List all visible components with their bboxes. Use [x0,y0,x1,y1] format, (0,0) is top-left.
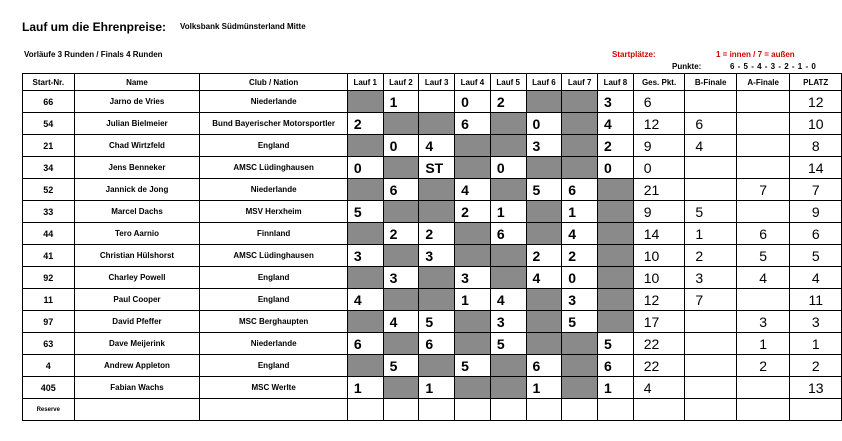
heat-1-cell: 0 [347,157,383,179]
total-points-cell: 6 [633,91,685,113]
table-row [23,289,842,311]
a-final-cell [736,113,790,135]
heat-2-cell [383,245,419,267]
b-final-cell: 6 [685,113,737,135]
start-number-cell: 92 [23,267,75,289]
heat-2-cell [383,201,419,223]
heat-5-cell [490,245,526,267]
heat-5-cell: 2 [490,91,526,113]
heat-3-cell [419,267,455,289]
heat-7-cell: 1 [562,201,598,223]
empty-cell [736,399,790,421]
place-cell: 6 [790,223,842,245]
heat-8-cell [598,289,634,311]
rider-name-cell: Christian Hülshorst [74,245,200,267]
b-final-cell: 4 [685,135,737,157]
table-row [23,245,842,267]
table-row [23,91,842,113]
a-final-cell: 2 [736,355,790,377]
rider-name-cell: Tero Aarnio [74,223,200,245]
club-cell: Bund Bayerischer Motorsportler [200,113,347,135]
results-table [22,73,842,421]
start-number-cell: 52 [23,179,75,201]
table-body [23,91,842,421]
total-points-cell: 21 [633,179,685,201]
heat-7-cell [562,377,598,399]
heat-8-cell: 1 [598,377,634,399]
heat-6-cell [526,201,562,223]
heat-6-cell: 1 [526,377,562,399]
heat-6-cell [526,157,562,179]
heat-7-cell [562,91,598,113]
empty-cell [562,399,598,421]
rider-name-cell: Jarno de Vries [74,91,200,113]
a-final-cell [736,201,790,223]
total-points-cell: 9 [633,201,685,223]
reserve-label-cell: Reserve [23,399,75,421]
reserve-row [23,399,842,421]
heat-3-cell [419,289,455,311]
heat-7-cell [562,135,598,157]
column-header: A-Finale [736,74,790,91]
heat-3-cell: ST [419,157,455,179]
a-final-cell [736,135,790,157]
column-header: Name [74,74,200,91]
heat-7-cell: 0 [562,267,598,289]
table-header-row [23,74,842,91]
start-number-cell: 44 [23,223,75,245]
club-cell: Niederlande [200,333,347,355]
place-cell: 1 [790,333,842,355]
heat-2-cell: 6 [383,179,419,201]
heat-4-cell [455,245,491,267]
heat-8-cell [598,201,634,223]
club-cell: Finnland [200,223,347,245]
place-cell: 4 [790,267,842,289]
club-cell: England [200,267,347,289]
a-final-cell: 3 [736,311,790,333]
heat-4-cell: 6 [455,113,491,135]
heat-1-cell: 4 [347,289,383,311]
heat-6-cell [526,91,562,113]
column-header: Lauf 6 [526,74,562,91]
empty-cell [383,399,419,421]
a-final-cell [736,91,790,113]
a-final-cell [736,289,790,311]
heat-4-cell [455,311,491,333]
heat-6-cell: 5 [526,179,562,201]
empty-cell [526,399,562,421]
total-points-cell: 12 [633,289,685,311]
rider-name-cell: Andrew Appleton [74,355,200,377]
heat-6-cell [526,333,562,355]
table-row [23,135,842,157]
heat-8-cell [598,223,634,245]
heat-7-cell [562,113,598,135]
heat-4-cell: 0 [455,91,491,113]
heat-5-cell [490,355,526,377]
column-header: Lauf 3 [419,74,455,91]
club-cell: England [200,289,347,311]
heat-7-cell: 2 [562,245,598,267]
heat-3-cell: 5 [419,311,455,333]
column-header: Start-Nr. [23,74,75,91]
table-row [23,311,842,333]
heat-3-cell [419,91,455,113]
rider-name-cell: Charley Powell [74,267,200,289]
heat-5-cell [490,113,526,135]
b-final-cell: 3 [685,267,737,289]
heat-2-cell: 0 [383,135,419,157]
heat-7-cell [562,355,598,377]
heat-8-cell [598,179,634,201]
column-header: PLATZ [790,74,842,91]
start-number-cell: 21 [23,135,75,157]
club-cell: Niederlande [200,179,347,201]
table-row [23,201,842,223]
heat-3-cell [419,355,455,377]
column-header: Lauf 8 [598,74,634,91]
a-final-cell [736,157,790,179]
heat-1-cell [347,179,383,201]
club-cell: MSV Herxheim [200,201,347,223]
total-points-cell: 0 [633,157,685,179]
heat-1-cell [347,135,383,157]
heat-7-cell [562,157,598,179]
heat-3-cell: 4 [419,135,455,157]
heat-1-cell: 3 [347,245,383,267]
table-row [23,179,842,201]
b-final-cell [685,377,737,399]
a-final-cell: 6 [736,223,790,245]
heat-4-cell [455,377,491,399]
table-row [23,267,842,289]
empty-cell [347,399,383,421]
heat-3-cell [419,179,455,201]
a-final-cell: 4 [736,267,790,289]
club-cell: AMSC Lüdinghausen [200,245,347,267]
heat-4-cell [455,223,491,245]
start-positions-label: Startplätze: [612,50,656,59]
heat-4-cell [455,157,491,179]
column-header: Lauf 7 [562,74,598,91]
heat-8-cell: 0 [598,157,634,179]
heat-6-cell: 2 [526,245,562,267]
heat-2-cell: 5 [383,355,419,377]
rider-name-cell: Fabian Wachs [74,377,200,399]
column-header: Lauf 1 [347,74,383,91]
club-cell: MSC Werlte [200,377,347,399]
total-points-cell: 12 [633,113,685,135]
heat-7-cell: 3 [562,289,598,311]
start-number-cell: 97 [23,311,75,333]
b-final-cell: 5 [685,201,737,223]
heat-5-cell: 5 [490,333,526,355]
heat-8-cell: 6 [598,355,634,377]
heat-8-cell [598,311,634,333]
table-row [23,157,842,179]
heat-2-cell [383,289,419,311]
place-cell: 10 [790,113,842,135]
start-number-cell: 4 [23,355,75,377]
heat-6-cell: 6 [526,355,562,377]
rider-name-cell: Dave Meijerink [74,333,200,355]
heat-6-cell: 4 [526,267,562,289]
heat-5-cell: 1 [490,201,526,223]
total-points-cell: 4 [633,377,685,399]
column-header: Lauf 2 [383,74,419,91]
heat-8-cell: 5 [598,333,634,355]
heat-4-cell: 2 [455,201,491,223]
empty-cell [598,399,634,421]
place-cell: 12 [790,91,842,113]
heat-5-cell [490,179,526,201]
heat-2-cell: 1 [383,91,419,113]
b-final-cell [685,91,737,113]
column-header: Club / Nation [200,74,347,91]
heat-6-cell: 0 [526,113,562,135]
heat-1-cell: 6 [347,333,383,355]
heat-6-cell [526,289,562,311]
start-number-cell: 66 [23,91,75,113]
heat-3-cell [419,201,455,223]
club-cell: Niederlande [200,91,347,113]
heat-2-cell: 3 [383,267,419,289]
heat-1-cell: 1 [347,377,383,399]
heat-5-cell [490,135,526,157]
b-final-cell: 1 [685,223,737,245]
place-cell: 9 [790,201,842,223]
start-number-cell: 34 [23,157,75,179]
heat-1-cell: 5 [347,201,383,223]
heat-8-cell [598,245,634,267]
heat-5-cell: 4 [490,289,526,311]
heat-6-cell [526,311,562,333]
a-final-cell: 1 [736,333,790,355]
b-final-cell [685,333,737,355]
heat-3-cell [419,113,455,135]
heat-4-cell [455,333,491,355]
place-cell: 13 [790,377,842,399]
column-header: B-Finale [685,74,737,91]
heat-3-cell: 3 [419,245,455,267]
heat-8-cell: 3 [598,91,634,113]
start-number-cell: 11 [23,289,75,311]
heat-7-cell: 5 [562,311,598,333]
start-number-cell: 63 [23,333,75,355]
column-header: Lauf 4 [455,74,491,91]
start-number-cell: 41 [23,245,75,267]
place-cell: 11 [790,289,842,311]
sponsor-name: Volksbank Südmünsterland Mitte [180,22,306,31]
heat-5-cell: 3 [490,311,526,333]
table-row [23,333,842,355]
place-cell: 14 [790,157,842,179]
heat-7-cell: 4 [562,223,598,245]
total-points-cell: 10 [633,245,685,267]
heat-4-cell: 1 [455,289,491,311]
place-cell: 8 [790,135,842,157]
heat-7-cell [562,333,598,355]
heat-4-cell [455,135,491,157]
heat-1-cell [347,311,383,333]
heat-8-cell: 2 [598,135,634,157]
points-value: 6 - 5 - 4 - 3 - 2 - 1 - 0 [730,62,817,71]
start-number-cell: 33 [23,201,75,223]
b-final-cell [685,157,737,179]
total-points-cell: 22 [633,355,685,377]
heat-5-cell [490,377,526,399]
heat-5-cell: 6 [490,223,526,245]
table-row [23,113,842,135]
total-points-cell: 9 [633,135,685,157]
points-label: Punkte: [672,62,702,71]
rider-name-cell: Jens Benneker [74,157,200,179]
a-final-cell [736,377,790,399]
empty-cell [685,399,737,421]
heat-2-cell [383,157,419,179]
place-cell: 7 [790,179,842,201]
place-cell: 2 [790,355,842,377]
rider-name-cell: Marcel Dachs [74,201,200,223]
rounds-info: Vorläufe 3 Runden / Finals 4 Runden [24,50,163,59]
heat-5-cell: 0 [490,157,526,179]
empty-cell [200,399,347,421]
rider-name-cell: Chad Wirtzfeld [74,135,200,157]
heat-2-cell [383,113,419,135]
heat-2-cell: 2 [383,223,419,245]
rider-name-cell: Jannick de Jong [74,179,200,201]
start-positions-value: 1 = innen / 7 = außen [716,50,795,59]
heat-8-cell [598,267,634,289]
heat-2-cell [383,377,419,399]
heat-1-cell [347,223,383,245]
heat-2-cell [383,333,419,355]
club-cell: MSC Berghaupten [200,311,347,333]
empty-cell [455,399,491,421]
heat-4-cell: 4 [455,179,491,201]
column-header: Lauf 5 [490,74,526,91]
table-row [23,355,842,377]
heat-6-cell: 3 [526,135,562,157]
heat-3-cell: 6 [419,333,455,355]
page-title: Lauf um die Ehrenpreise: [22,20,167,34]
start-number-cell: 54 [23,113,75,135]
place-cell: 3 [790,311,842,333]
club-cell: AMSC Lüdinghausen [200,157,347,179]
table-row [23,223,842,245]
rider-name-cell: David Pfeffer [74,311,200,333]
heat-1-cell: 2 [347,113,383,135]
heat-4-cell: 3 [455,267,491,289]
total-points-cell: 14 [633,223,685,245]
start-number-cell: 405 [23,377,75,399]
column-header: Ges. Pkt. [633,74,685,91]
empty-cell [790,399,842,421]
heat-2-cell: 4 [383,311,419,333]
b-final-cell [685,311,737,333]
heat-3-cell: 1 [419,377,455,399]
a-final-cell: 5 [736,245,790,267]
club-cell: England [200,355,347,377]
table-row [23,377,842,399]
heat-6-cell [526,223,562,245]
heat-1-cell [347,355,383,377]
club-cell: England [200,135,347,157]
heat-3-cell: 2 [419,223,455,245]
empty-cell [74,399,200,421]
heat-1-cell [347,267,383,289]
heat-1-cell [347,91,383,113]
total-points-cell: 10 [633,267,685,289]
a-final-cell: 7 [736,179,790,201]
empty-cell [633,399,685,421]
b-final-cell [685,179,737,201]
heat-5-cell [490,267,526,289]
total-points-cell: 17 [633,311,685,333]
b-final-cell [685,355,737,377]
empty-cell [490,399,526,421]
heat-4-cell: 5 [455,355,491,377]
rider-name-cell: Julian Bielmeier [74,113,200,135]
total-points-cell: 22 [633,333,685,355]
b-final-cell: 2 [685,245,737,267]
heat-7-cell: 6 [562,179,598,201]
b-final-cell: 7 [685,289,737,311]
empty-cell [419,399,455,421]
heat-8-cell: 4 [598,113,634,135]
rider-name-cell: Paul Cooper [74,289,200,311]
place-cell: 5 [790,245,842,267]
